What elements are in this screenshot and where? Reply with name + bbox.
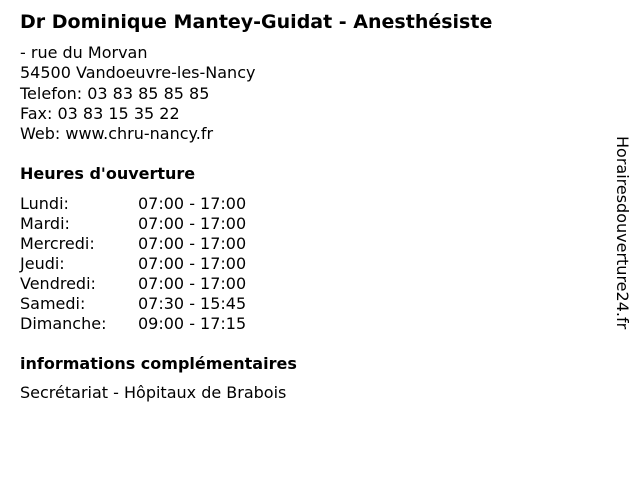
extra-info-text: Secrétariat - Hôpitaux de Brabois: [20, 383, 287, 402]
day-label: Mercredi:: [20, 234, 95, 253]
day-label: Jeudi:: [20, 254, 65, 273]
hours-table: [20, 194, 246, 334]
hours-row-monday: [20, 194, 246, 214]
page-title: Dr Dominique Mantey-Guidat - Anesthésiste: [20, 11, 493, 33]
hours-row-wednesday: [20, 234, 246, 254]
day-time: 07:00 - 17:00: [138, 274, 247, 293]
address-city: 54500 Vandoeuvre-les-Nancy: [20, 63, 256, 83]
address-block: [20, 43, 255, 144]
hours-row-sunday: [20, 314, 246, 334]
hours-row-friday: [20, 274, 246, 294]
day-label: Samedi:: [20, 294, 86, 313]
day-label: Dimanche:: [20, 314, 107, 333]
day-time: 07:00 - 17:00: [138, 254, 247, 273]
watermark-text: Horairesdouverture24.fr: [613, 136, 632, 330]
hours-heading: Heures d'ouverture: [20, 164, 196, 183]
web-line: Web: www.chru-nancy.fr: [20, 124, 214, 144]
day-time: 07:00 - 17:00: [138, 234, 247, 253]
hours-row-thursday: [20, 254, 246, 274]
day-time: 09:00 - 17:15: [138, 314, 247, 333]
phone-line: Telefon: 03 83 85 85 85: [20, 83, 210, 103]
day-label: Lundi:: [20, 194, 69, 213]
day-time: 07:00 - 17:00: [138, 214, 247, 233]
extra-info-heading: informations complémentaires: [20, 354, 297, 373]
address-street: - rue du Morvan: [20, 43, 148, 62]
day-time: 07:00 - 17:00: [138, 194, 247, 213]
day-label: Vendredi:: [20, 274, 96, 293]
day-time: 07:30 - 15:45: [138, 294, 247, 313]
hours-row-tuesday: [20, 214, 246, 234]
hours-row-saturday: [20, 294, 246, 314]
fax-line: Fax: 03 83 15 35 22: [20, 103, 180, 123]
day-label: Mardi:: [20, 214, 70, 233]
